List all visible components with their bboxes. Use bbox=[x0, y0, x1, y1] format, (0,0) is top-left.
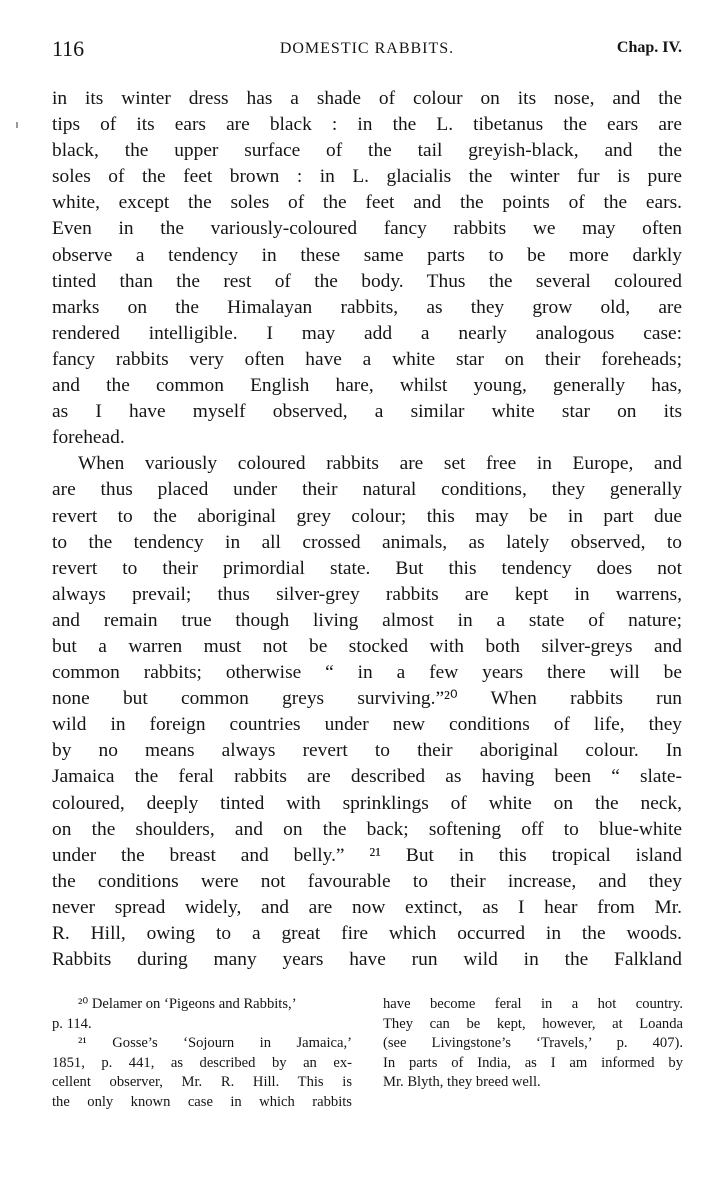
footnote-20-line: ²⁰ Delamer on ‘Pigeons and Rabbits,’ bbox=[78, 996, 297, 1012]
scan-speck bbox=[16, 122, 18, 128]
body-line: Even in the variously-coloured fancy rabbits we may often bbox=[52, 218, 682, 240]
body-line: R. Hill, owing to a great fire which occurred in the woods. bbox=[52, 923, 682, 944]
body-line: and the common English hare, whilst young, generally has, bbox=[52, 375, 682, 397]
body-line: common rabbits; otherwise “ in a few years there will be bbox=[52, 662, 682, 684]
body-line: black, the upper surface of the tail greyish-black, and the bbox=[52, 140, 682, 162]
body-line: none but common greys surviving.”²⁰ When rabbits run bbox=[52, 688, 682, 710]
body-line: are thus placed under their natural conditions, they generally bbox=[52, 479, 682, 501]
paragraph-start-line: When variously coloured rabbits are set free in Europe, and bbox=[78, 453, 682, 475]
footnote-21-line: the only known case in which rabbits bbox=[52, 1093, 352, 1110]
page-number: 116 bbox=[52, 36, 85, 61]
body-line: on the shoulders, and on the back; softening off to blue-white bbox=[52, 818, 682, 840]
body-line: but a warren must not be stocked with both silver-greys and bbox=[52, 635, 682, 657]
body-line: soles of the feet brown : in L. glacialis the winter fur is pure bbox=[52, 166, 682, 188]
chapter-label: Chap. IV. bbox=[616, 39, 682, 56]
footnote-21-line: 1851, p. 441, as described by an ex- bbox=[52, 1054, 352, 1071]
body-line: observe a tendency in these same parts to be more darkly bbox=[52, 244, 682, 266]
body-line: by no means always revert to their aboriginal colour. In bbox=[52, 740, 682, 762]
body-line: forehead. bbox=[52, 427, 125, 449]
body-line: tips of its ears are black : in the L. tibetanus the ears are bbox=[52, 114, 682, 136]
body-text bbox=[52, 86, 682, 973]
body-line: never spread widely, and are now extinct, as I hear from Mr. bbox=[52, 896, 682, 918]
body-line: coloured, deeply tinted with sprinklings of white on the neck, bbox=[52, 792, 682, 814]
footnote-20-line: p. 114. bbox=[52, 1015, 92, 1032]
footnote-21-line: (see Livingstone’s ‘Travels,’ p. 407). bbox=[383, 1035, 683, 1051]
body-line: wild in foreign countries under new conditions of life, they bbox=[52, 714, 682, 736]
footnote-21-line: ²¹ Gosse’s ‘Sojourn in Jamaica,’ bbox=[78, 1035, 352, 1051]
body-line: the conditions were not favourable to their increase, and they bbox=[52, 870, 682, 892]
body-line: and remain true though living almost in a state of nature; bbox=[52, 609, 682, 631]
body-line: in its winter dress has a shade of colour on its nose, and the bbox=[52, 88, 682, 109]
footnote-21-line: cellent observer, Mr. R. Hill. This is bbox=[52, 1074, 352, 1090]
body-line: under the breast and belly.” ²¹ But in this tropical island bbox=[52, 844, 682, 866]
body-line: revert to their primordial state. But this tendency does not bbox=[52, 557, 682, 579]
body-line: revert to the aboriginal grey colour; this may be in part due bbox=[52, 505, 682, 527]
body-line: as I have myself observed, a similar white star on its bbox=[52, 401, 682, 423]
footnotes-right-column bbox=[383, 995, 683, 1093]
running-title: DOMESTIC RABBITS. bbox=[279, 40, 455, 57]
body-line: Rabbits during many years have run wild in the Falkland bbox=[52, 949, 682, 971]
body-line: to the tendency in all crossed animals, as lately observed, to bbox=[52, 531, 682, 553]
running-header bbox=[52, 36, 682, 66]
footnote-21-line: Mr. Blyth, they breed well. bbox=[383, 1074, 541, 1090]
body-line: fancy rabbits very often have a white star on their foreheads; bbox=[52, 348, 682, 370]
body-line: Jamaica the feral rabbits are described as having been “ slate- bbox=[52, 766, 682, 788]
body-line: tinted than the rest of the body. Thus the several coloured bbox=[52, 270, 682, 292]
footnotes-left-column bbox=[52, 995, 352, 1112]
footnote-21-line: have become feral in a hot country. bbox=[383, 996, 683, 1012]
body-line: always prevail; thus silver-grey rabbits are kept in warrens, bbox=[52, 583, 682, 605]
body-line: rendered intelligible. I may add a nearly analogous case: bbox=[52, 322, 682, 344]
body-line: marks on the Himalayan rabbits, as they grow old, are bbox=[52, 296, 682, 318]
footnote-21-line: They can be kept, however, at Loanda bbox=[383, 1015, 683, 1032]
body-line: white, except the soles of the feet and the points of the ears. bbox=[52, 192, 682, 214]
footnote-21-line: In parts of India, as I am informed by bbox=[383, 1054, 683, 1071]
